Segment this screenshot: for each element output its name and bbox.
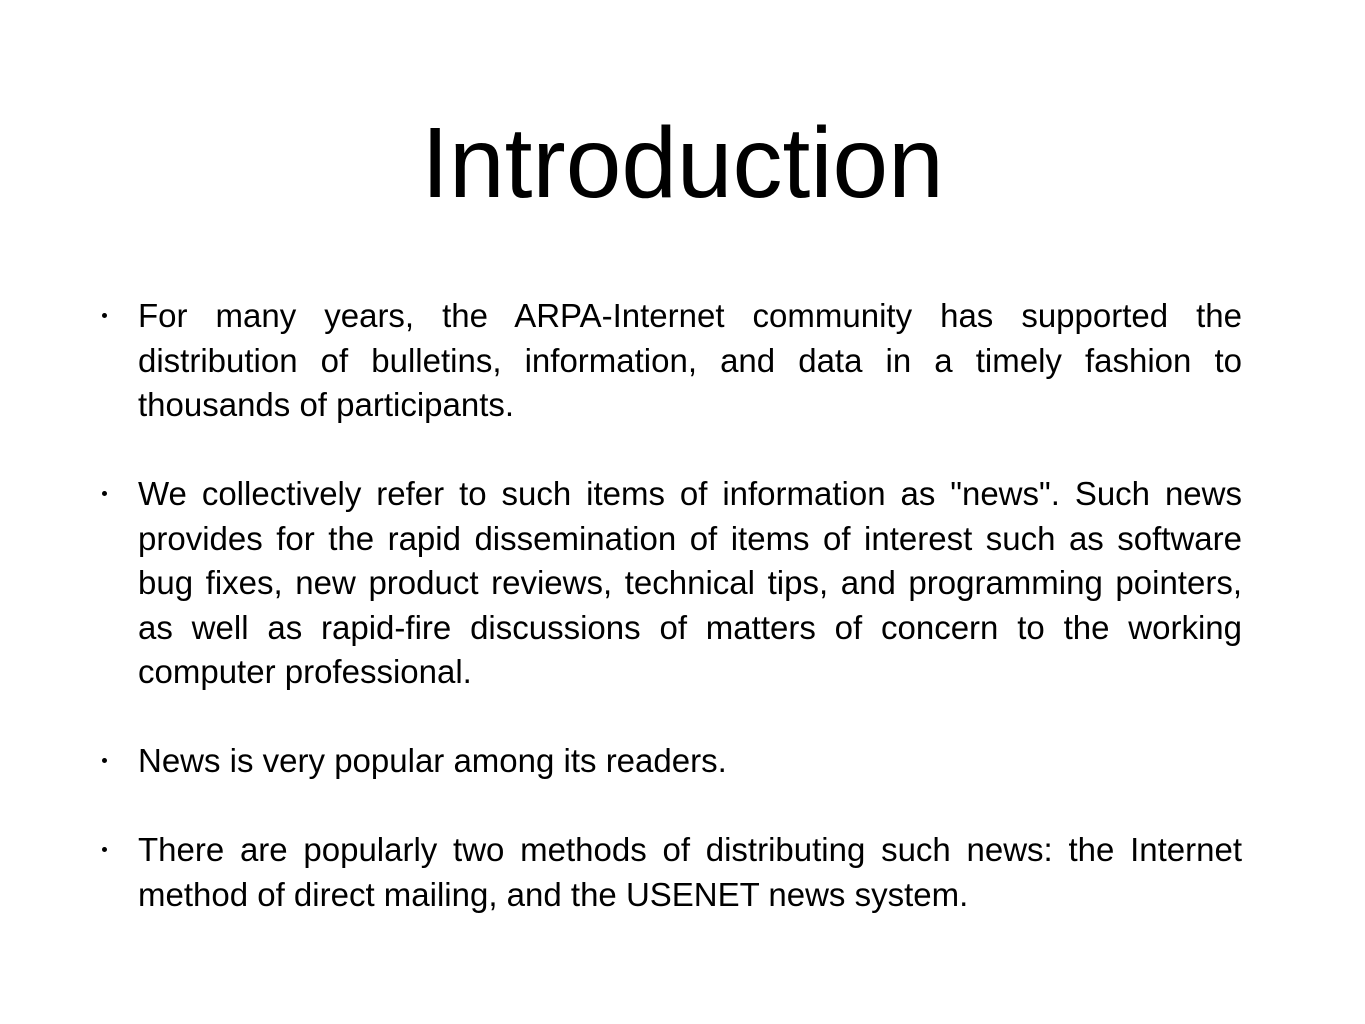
- bullet-list: [102, 294, 1242, 917]
- bullet-item-distribution-methods: [102, 828, 1242, 917]
- bullet-dot-icon: [102, 758, 107, 763]
- bullet-item-news-definition: [102, 472, 1242, 695]
- bullet-item-arpa-community: [102, 294, 1242, 428]
- bullet-dot-icon: [102, 491, 107, 496]
- bullet-item-news-popularity: [102, 739, 1242, 784]
- bullet-dot-icon: [102, 847, 107, 852]
- bullet-text: News is very popular among its readers.: [138, 742, 727, 779]
- bullet-text: There are popularly two methods of distributing such news: the Internet method of direct mailing, and the USENET news system.: [138, 831, 1242, 913]
- bullet-text: For many years, the ARPA-Internet community has supported the distribution of bulletins, information, and data in a timely fashion to thousands of participants.: [138, 297, 1242, 423]
- slide-title: Introduction: [421, 107, 944, 219]
- bullet-text: We collectively refer to such items of information as "news". Such news provides for the rapid dissemination of items of interest such as software bug fixes, new product reviews, technical tips, and programming pointers, as well as rapid-fire discussions of matters of concern to the working computer professional.: [138, 475, 1242, 690]
- bullet-dot-icon: [102, 313, 107, 318]
